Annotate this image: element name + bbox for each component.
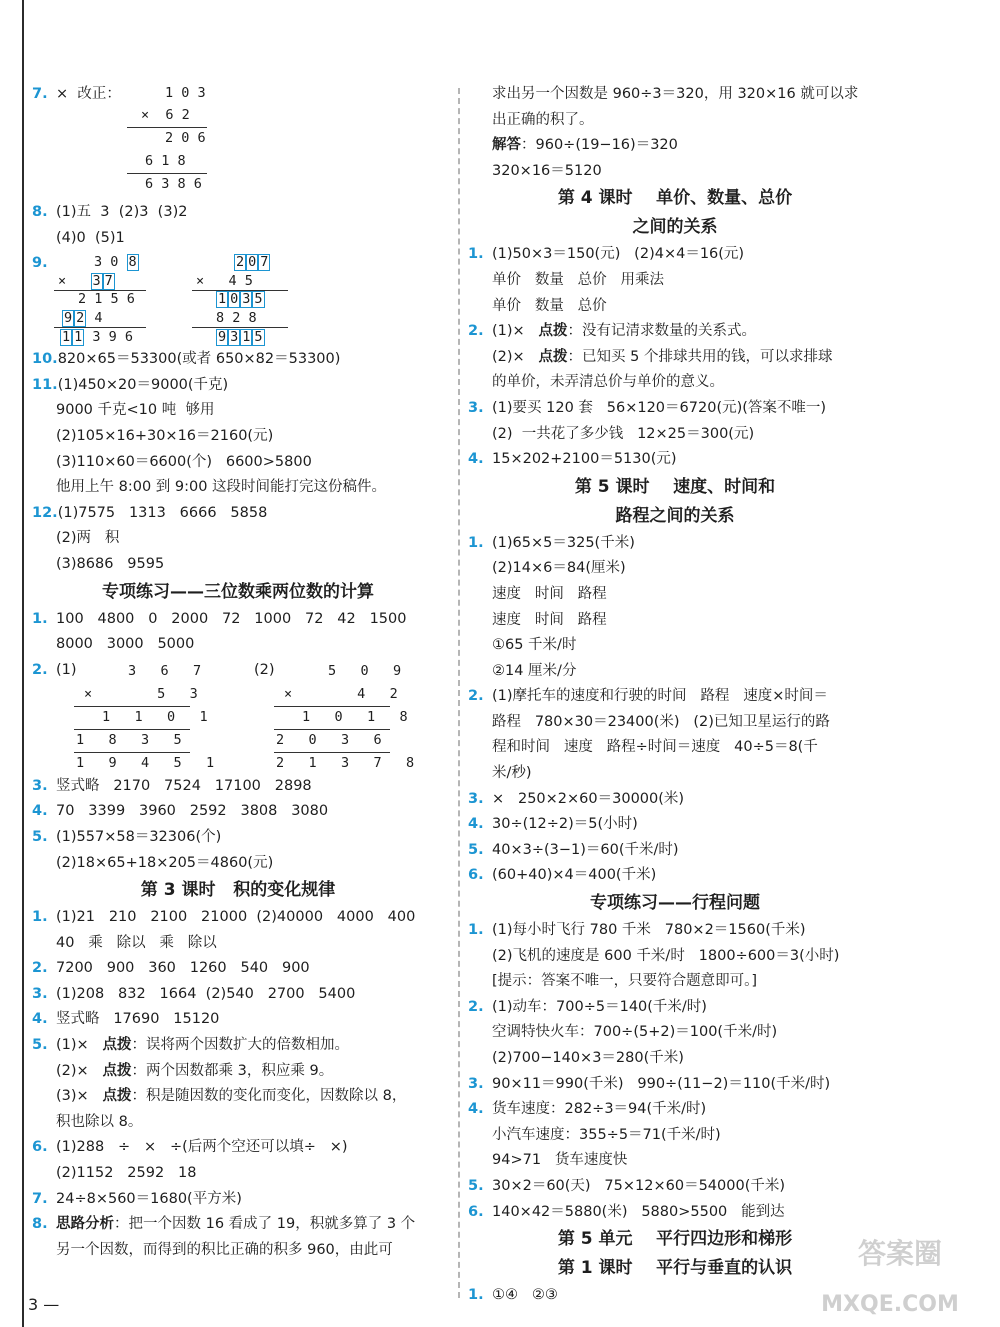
special-5	[32, 825, 444, 876]
answer-text: (2)14×6＝84(厘米)	[492, 560, 626, 577]
answer-number: 2.	[468, 688, 484, 705]
answer-text: (2)×	[56, 1062, 103, 1079]
lesson3-4	[32, 1007, 444, 1033]
answer-number: 5.	[468, 1177, 484, 1194]
answer-text: 30×2＝60(天) 75×12×60＝54000(千米)	[492, 1177, 786, 1194]
answer-text: 7200 900 360 1260 540 900	[56, 960, 310, 977]
fill-box: 0	[230, 291, 239, 308]
fill-box: 7	[260, 254, 269, 271]
lesson3-8	[32, 1212, 444, 1263]
answer-text: (1)五 3 (2)3 (3)2	[56, 204, 188, 220]
answer-text: 30÷(12÷2)＝5(小时)	[492, 816, 638, 833]
answer-text: 出正确的积了。	[492, 111, 594, 128]
fill-box: 5	[254, 291, 263, 308]
fill-box: 3	[92, 273, 101, 290]
answer-number: 8.	[32, 204, 48, 220]
lesson5-2	[468, 684, 882, 786]
section-heading: 第 1 课时 平行与垂直的认识	[557, 1258, 793, 1279]
digits: ×	[58, 273, 91, 290]
multiplicand: 3 6 7	[128, 662, 202, 679]
answer-text: (1)65×5＝325(千米)	[492, 534, 635, 551]
lesson4-1	[468, 242, 882, 319]
partial-product: 2 0 3 6	[276, 731, 382, 748]
hint-label: 点拨	[102, 1088, 132, 1105]
special-2	[32, 658, 444, 774]
answer-text: ：误将两个因数扩大的倍数相加。	[131, 1037, 350, 1054]
answer-text: ①65 千米/时	[492, 637, 577, 654]
partial-product: 1 1 0 1	[102, 708, 208, 725]
answer-number: 3.	[468, 790, 484, 807]
answer-number: 5.	[32, 1037, 48, 1054]
fill-box: 2	[76, 310, 85, 327]
answer-number: 8.	[32, 1216, 48, 1233]
answer-text: (1)208 832 1664 (2)540 2700 5400	[56, 985, 356, 1002]
answer-text: (1)动车：700÷5＝140(千米/时)	[492, 998, 707, 1015]
solution-label: 解答	[492, 137, 521, 154]
partial-product: 6 1 8	[145, 153, 186, 169]
digits: 3 9 6	[92, 329, 134, 346]
fill-box: 9	[218, 329, 227, 346]
answer-11	[32, 373, 444, 501]
answer-text: 40 乘 除以 乘 除以	[56, 934, 217, 951]
lesson5-3	[468, 787, 882, 813]
analysis-label: 思路分析	[56, 1216, 114, 1233]
answer-text: 8000 3000 5000	[56, 636, 195, 653]
section-heading: 第 4 课时 单价、数量、总价	[557, 188, 793, 209]
multiplier: × 4 5	[196, 273, 253, 290]
left-margin-line	[22, 0, 24, 1327]
travel-6	[468, 1200, 882, 1226]
fill-box: 5	[254, 329, 263, 346]
travel-4	[468, 1097, 882, 1174]
product: 1 9 4 5 1	[76, 754, 215, 771]
answer-text: 的单价，未弄清总价与单价的意义。	[492, 374, 724, 391]
answer-text: 程和时间 速度 路程÷时间＝速度 40÷5＝8(千	[492, 739, 818, 756]
digits: 4	[86, 310, 103, 327]
answer-number: 12.	[32, 504, 58, 521]
answer-text: (2)飞机的速度是 600 千米/时 1800÷600＝3(小时)	[492, 947, 840, 964]
vertical-multiplication	[274, 658, 415, 771]
lesson3-3	[32, 982, 444, 1008]
lesson5-5	[468, 838, 882, 864]
section-heading: 之间的关系	[632, 217, 718, 238]
answer-text: 竖式略 17690 15120	[56, 1011, 220, 1028]
answer-number: 3.	[32, 985, 48, 1002]
hint-label: 点拨	[538, 348, 568, 365]
answer-number: 2.	[468, 998, 484, 1015]
answer-text: (2)两 积	[56, 530, 120, 547]
travel-2	[468, 995, 882, 1072]
partial-product: 1 0 1 8	[302, 708, 408, 725]
answer-number: 4.	[468, 1101, 484, 1118]
lesson4-3	[468, 396, 882, 447]
answer-text: 竖式略 2170 7524 17100 2898	[56, 777, 312, 794]
travel-1	[468, 918, 882, 995]
answer-text: 小汽车速度：355÷5＝71(千米/时)	[492, 1126, 721, 1143]
answer-number: 5.	[468, 841, 484, 858]
answer-number: 9.	[32, 255, 48, 272]
answer-text: 空调特快火车：700÷(5+2)＝100(千米/时)	[492, 1024, 778, 1041]
answer-text: 速度 时间 路程	[492, 611, 607, 628]
answer-text: 40×3÷(3−1)＝60(千米/时)	[492, 841, 679, 858]
answer-text: ①④ ②③	[492, 1287, 558, 1304]
special-3	[32, 774, 444, 800]
answer-text: ：960÷(19−16)＝320	[521, 137, 678, 154]
vertical-multiplication	[54, 251, 174, 351]
answer-number: 2.	[32, 661, 48, 678]
answer-text: (1)每小时飞行 780 千米 780×2＝1560(千米)	[492, 922, 806, 939]
answer-text: 单价 数量 总价 用乘法	[492, 271, 664, 288]
answer-text: (1)×	[492, 323, 539, 340]
partial-product: 8 2 8	[216, 310, 257, 327]
lesson3-1	[32, 905, 444, 956]
fill-box: 2	[236, 254, 245, 271]
lesson4-4	[468, 447, 882, 473]
answer-number: 6.	[468, 1203, 484, 1220]
answer-number: 3.	[32, 777, 48, 794]
answer-text: 另一个因数，而得到的积比正确的积多 960，由此可	[56, 1241, 393, 1258]
answer-number: 5.	[32, 828, 48, 845]
answer-text: (1)摩托车的速度和行驶的时间 路程 速度×时间＝	[492, 688, 828, 705]
section-heading: 专项练习——行程问题	[590, 893, 760, 914]
hint-label: 点拨	[538, 323, 568, 340]
unit-heading: 第 5 单元 平行四边形和梯形	[557, 1229, 793, 1250]
answer-text: ②14 厘米/分	[492, 662, 577, 679]
answer-text: (1)450×20＝9000(千克)	[57, 376, 229, 393]
special-1	[32, 607, 444, 658]
fill-box: 1	[242, 329, 251, 346]
lesson4-2	[468, 319, 882, 396]
partial-product: 1 8 3 5	[76, 731, 182, 748]
vertical-multiplication	[127, 82, 237, 192]
section-heading: 路程之间的关系	[615, 505, 735, 526]
fill-box: 8	[128, 254, 137, 271]
answer-number: 1.	[32, 909, 48, 926]
partial-product: 2 0 6	[165, 130, 206, 146]
answer-text: 货车速度：282÷3＝94(千米/时)	[492, 1101, 707, 1118]
answer-text: ：把一个因数 16 看成了 19，积就多算了 3 个	[114, 1216, 416, 1233]
answer-number: 3.	[468, 399, 484, 416]
fill-box: 1	[62, 329, 71, 346]
answer-number: 4.	[468, 451, 484, 468]
answer-number: 7.	[32, 86, 48, 102]
answer-text: (2)×	[492, 348, 539, 365]
section-heading: 专项练习——三位数乘两位数的计算	[102, 581, 374, 602]
answer-text: (1)50×3＝150(元) (2)4×4＝16(元)	[492, 246, 745, 263]
product: 6 3 8 6	[145, 176, 202, 192]
multiplier: × 6 2	[141, 107, 190, 123]
answer-number: 3.	[468, 1075, 484, 1092]
answer-number: 10.	[32, 351, 58, 368]
right-column	[468, 82, 882, 1309]
answer-text: 9000 千克<10 吨 够用	[56, 402, 215, 419]
answer-text: 94>71 货车速度快	[492, 1152, 628, 1169]
answer-text: (1)288 ÷ × ÷(后两个空还可以填÷ ×)	[56, 1139, 348, 1156]
label: (1)	[56, 661, 77, 678]
travel-3	[468, 1072, 882, 1098]
answer-text: (1)21 210 2100 21000 (2)40000 4000 400	[56, 909, 416, 926]
answer-number: 6.	[468, 867, 484, 884]
answer-text: (3)×	[56, 1088, 103, 1105]
answer-text: (1)×	[56, 1037, 103, 1054]
answer-text: (2)700−140×3＝280(千米)	[492, 1050, 684, 1066]
digits: 3 0	[94, 254, 127, 271]
answer-text: (3)8686 9595	[56, 555, 165, 572]
answer-number: 1.	[468, 534, 484, 551]
answer-text: 70 3399 3960 2592 3808 3080	[56, 803, 329, 820]
answer-number: 1.	[32, 610, 48, 627]
answer-text: 速度 时间 路程	[492, 585, 607, 602]
answer-text: ：没有记清求数量的关系式。	[567, 323, 757, 340]
lesson3-7	[32, 1187, 444, 1213]
left-column	[32, 82, 444, 1263]
answer-number: 4.	[32, 803, 48, 820]
answer-text: 积也除以 8。	[56, 1113, 143, 1130]
answer-text: 路程 780×30＝23400(米) (2)已知卫星运行的路	[492, 713, 830, 730]
answer-number: 6.	[32, 1139, 48, 1156]
partial-product: 2 1 5 6	[78, 291, 135, 308]
vertical-multiplication	[74, 658, 215, 771]
multiplicand: 5 0 9	[328, 662, 402, 679]
special-4	[32, 799, 444, 825]
multiplicand: 1 0 3	[165, 85, 206, 101]
multiplier: × 5 3	[84, 685, 198, 702]
answer-text: ：已知买 5 个排球共用的钱，可以求排球	[567, 348, 833, 365]
multiplier: × 4 2	[284, 685, 398, 702]
answer-text: (1)7575 1313 6666 5858	[57, 504, 268, 521]
travel-5	[468, 1174, 882, 1200]
lesson5-1	[468, 531, 882, 685]
answer-number: 1.	[468, 1287, 484, 1304]
fill-box: 1	[218, 291, 227, 308]
lesson3-5	[32, 1033, 444, 1135]
answer-8	[32, 200, 444, 251]
lesson5-6	[468, 863, 882, 889]
answer-7	[32, 82, 444, 200]
answer-text: 140×42＝5880(米) 5880>5500 能到达	[492, 1203, 785, 1220]
fill-box: 1	[74, 329, 83, 346]
answer-text: 米/秒)	[492, 765, 532, 782]
product: 2 1 3 7 8	[276, 754, 415, 771]
answer-text: × 250×2×60＝30000(米)	[492, 790, 685, 807]
vertical-multiplication	[192, 251, 312, 351]
answer-text: (2)1152 2592 18	[56, 1165, 197, 1182]
answer-text: 求出另一个因数是 960÷3＝320，用 320×16 就可以求	[492, 86, 859, 102]
answer-number: 4.	[468, 816, 484, 833]
answer-text: 90×11＝990(千米) 990÷(11−2)＝110(千米/时)	[492, 1075, 831, 1092]
answer-text: (2)105×16+30×16＝2160(元)	[56, 427, 274, 444]
answer-text: (3)110×60＝6600(个) 6600>5800	[56, 453, 312, 470]
answer-text: × 改正：	[56, 86, 121, 102]
answer-text: ：积是随因数的变化而变化，因数除以 8，	[131, 1088, 407, 1105]
answer-number: 1.	[468, 922, 484, 939]
answer-text: 15×202+2100＝5130(元)	[492, 451, 677, 468]
answer-text: ：两个因数都乘 3，积应乘 9。	[131, 1062, 334, 1079]
fill-box: 3	[230, 329, 239, 346]
fill-box: 7	[104, 273, 113, 290]
lesson3-6	[32, 1135, 444, 1186]
watermark-logo: 答案圈	[857, 1237, 942, 1270]
answer-text: 820×65＝53300(或者 650×82＝53300)	[57, 351, 341, 368]
answer-text: [提示：答案不唯一，只要符合题意即可。]	[492, 973, 758, 990]
answer-text: (2)18×65+18×205＝4860(元)	[56, 854, 274, 871]
answer-9	[32, 251, 444, 347]
answer-text: 单价 数量 总价	[492, 297, 607, 314]
watermark-url: MXQE.COM	[821, 1292, 959, 1317]
answer-number: 2.	[32, 960, 48, 977]
lesson3-2	[32, 956, 444, 982]
answer-number: 2.	[468, 323, 484, 340]
hint-label: 点拨	[102, 1037, 132, 1054]
fill-box: 3	[242, 291, 251, 308]
page-number: 3 —	[28, 1295, 60, 1314]
lesson5-4	[468, 812, 882, 838]
answer-text: (60+40)×4＝400(千米)	[492, 867, 657, 884]
fill-box: 9	[64, 310, 73, 327]
answer-number: 7.	[32, 1190, 48, 1207]
answer-text: (4)0 (5)1	[56, 229, 125, 246]
answer-text: 100 4800 0 2000 72 1000 72 42 1500	[56, 610, 407, 627]
fill-box: 0	[248, 254, 257, 271]
hint-label: 点拨	[102, 1062, 132, 1079]
answer-text: (1)557×58＝32306(个)	[56, 828, 222, 845]
answer-number: 4.	[32, 1011, 48, 1028]
answer-number: 1.	[468, 246, 484, 263]
answer-12	[32, 501, 444, 578]
section-heading: 第 3 课时 积的变化规律	[140, 880, 336, 901]
answer-text: 320×16＝5120	[492, 162, 602, 179]
label: (2)	[254, 661, 275, 678]
column-divider	[458, 88, 460, 1298]
answer-text: (2) 一共花了多少钱 12×25＝300(元)	[492, 425, 755, 442]
answer-text: (1)要买 120 套 56×120＝6720(元)(答案不唯一)	[492, 399, 827, 416]
answer-text: 24÷8×560＝1680(平方米)	[56, 1190, 242, 1207]
answer-text: 他用上午 8:00 到 9:00 这段时间能打完这份稿件。	[56, 479, 387, 496]
answer-number: 11.	[32, 376, 58, 393]
section-heading: 第 5 课时 速度、时间和	[574, 476, 776, 497]
